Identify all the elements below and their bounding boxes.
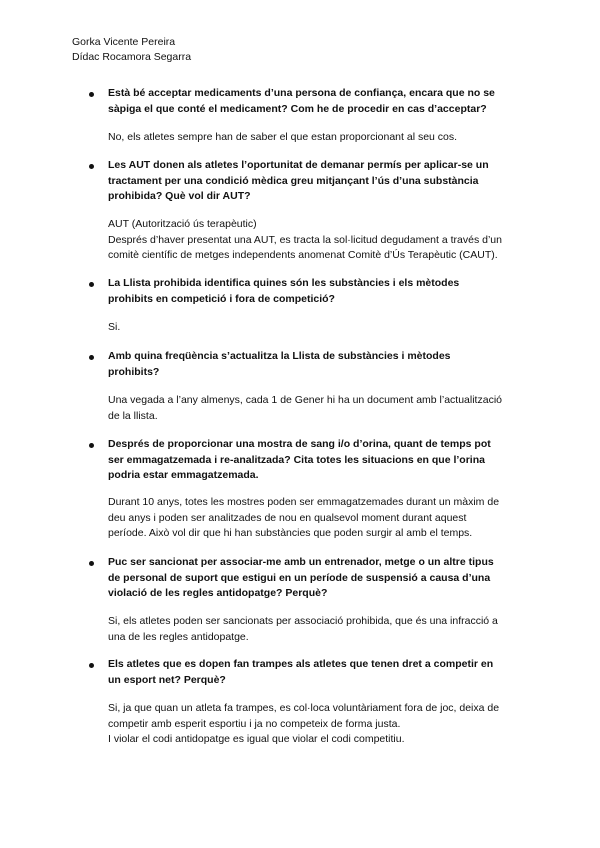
- authors: [72, 35, 191, 65]
- bullet-icon: [89, 282, 94, 287]
- answer: AUT (Autorització ús terapèutic) Després d’haver presentat una AUT, es tracta la sol·licitud degudament a través d’un comitè científic de metges independents anomenat Comitè d’Ús Terapèutic (CAUT).: [108, 218, 502, 261]
- question: Les AUT donen als atletes l’oportunitat de demanar permís per aplicar-se un tractament per una condició mèdica greu mitjançant l’ús d’una substància prohibida? Què vol dir AUT?: [108, 159, 489, 202]
- answer: No, els atletes sempre han de saber el que estan proporcionant al seu cos.: [108, 131, 458, 143]
- question: Està bé acceptar medicaments d’una persona de confiança, encara que no se sàpiga el que conté el medicament? Com he de procedir en cas d’acceptar?: [108, 87, 495, 115]
- bullet-icon: [89, 663, 94, 668]
- answer: Si, els atletes poden ser sancionats per associació prohibida, que és una infracció a una de les regles antidopatge.: [108, 615, 498, 643]
- answer: Durant 10 anys, totes les mostres poden ser emmagatzemades durant un màxim de deu anys i poden ser analitzades de nou en qualsevol moment durant aquest període. Això vol dir que hi han substàncies que poden surgir al amb el temps.: [108, 496, 500, 539]
- question: Puc ser sancionat per associar-me amb un entrenador, metge o un altre tipus de personal de suport que estigui en un període de suspensió a causa d’una violació de les regles antidopatge? Perquè?: [108, 556, 494, 599]
- question: Els atletes que es dopen fan trampes als atletes que tenen dret a competir en un esport net? Perquè?: [108, 658, 494, 686]
- bullet-icon: [89, 92, 94, 97]
- answer: Una vegada a l’any almenys, cada 1 de Gener hi ha un document amb l’actualització de la llista.: [108, 394, 502, 422]
- bullet-icon: [89, 164, 94, 169]
- answer: Si, ja que quan un atleta fa trampes, es col·loca voluntàriament fora de joc, deixa de competir amb esperit esportiu i ja no competeix de forma justa. I violar el codi antidopatge es igual que violar el codi competitiu.: [108, 702, 500, 745]
- author-name: Gorka Vicente Pereira: [72, 36, 176, 48]
- author-name: Dídac Rocamora Segarra: [72, 51, 192, 63]
- bullet-icon: [89, 561, 94, 566]
- answer: Si.: [108, 321, 121, 333]
- bullet-icon: [89, 443, 94, 448]
- question: La Llista prohibida identifica quines són les substàncies i els mètodes prohibits en competició i fora de competició?: [108, 277, 460, 305]
- bullet-icon: [89, 355, 94, 360]
- question: Amb quina freqüència s’actualitza la Llista de substàncies i mètodes prohibits?: [108, 350, 451, 378]
- question: Després de proporcionar una mostra de sang i/o d’orina, quant de temps pot ser emmagatzemada i re-analitzada? Cita totes les situacions en que l’orina podria estar emmagatzemada.: [108, 438, 491, 481]
